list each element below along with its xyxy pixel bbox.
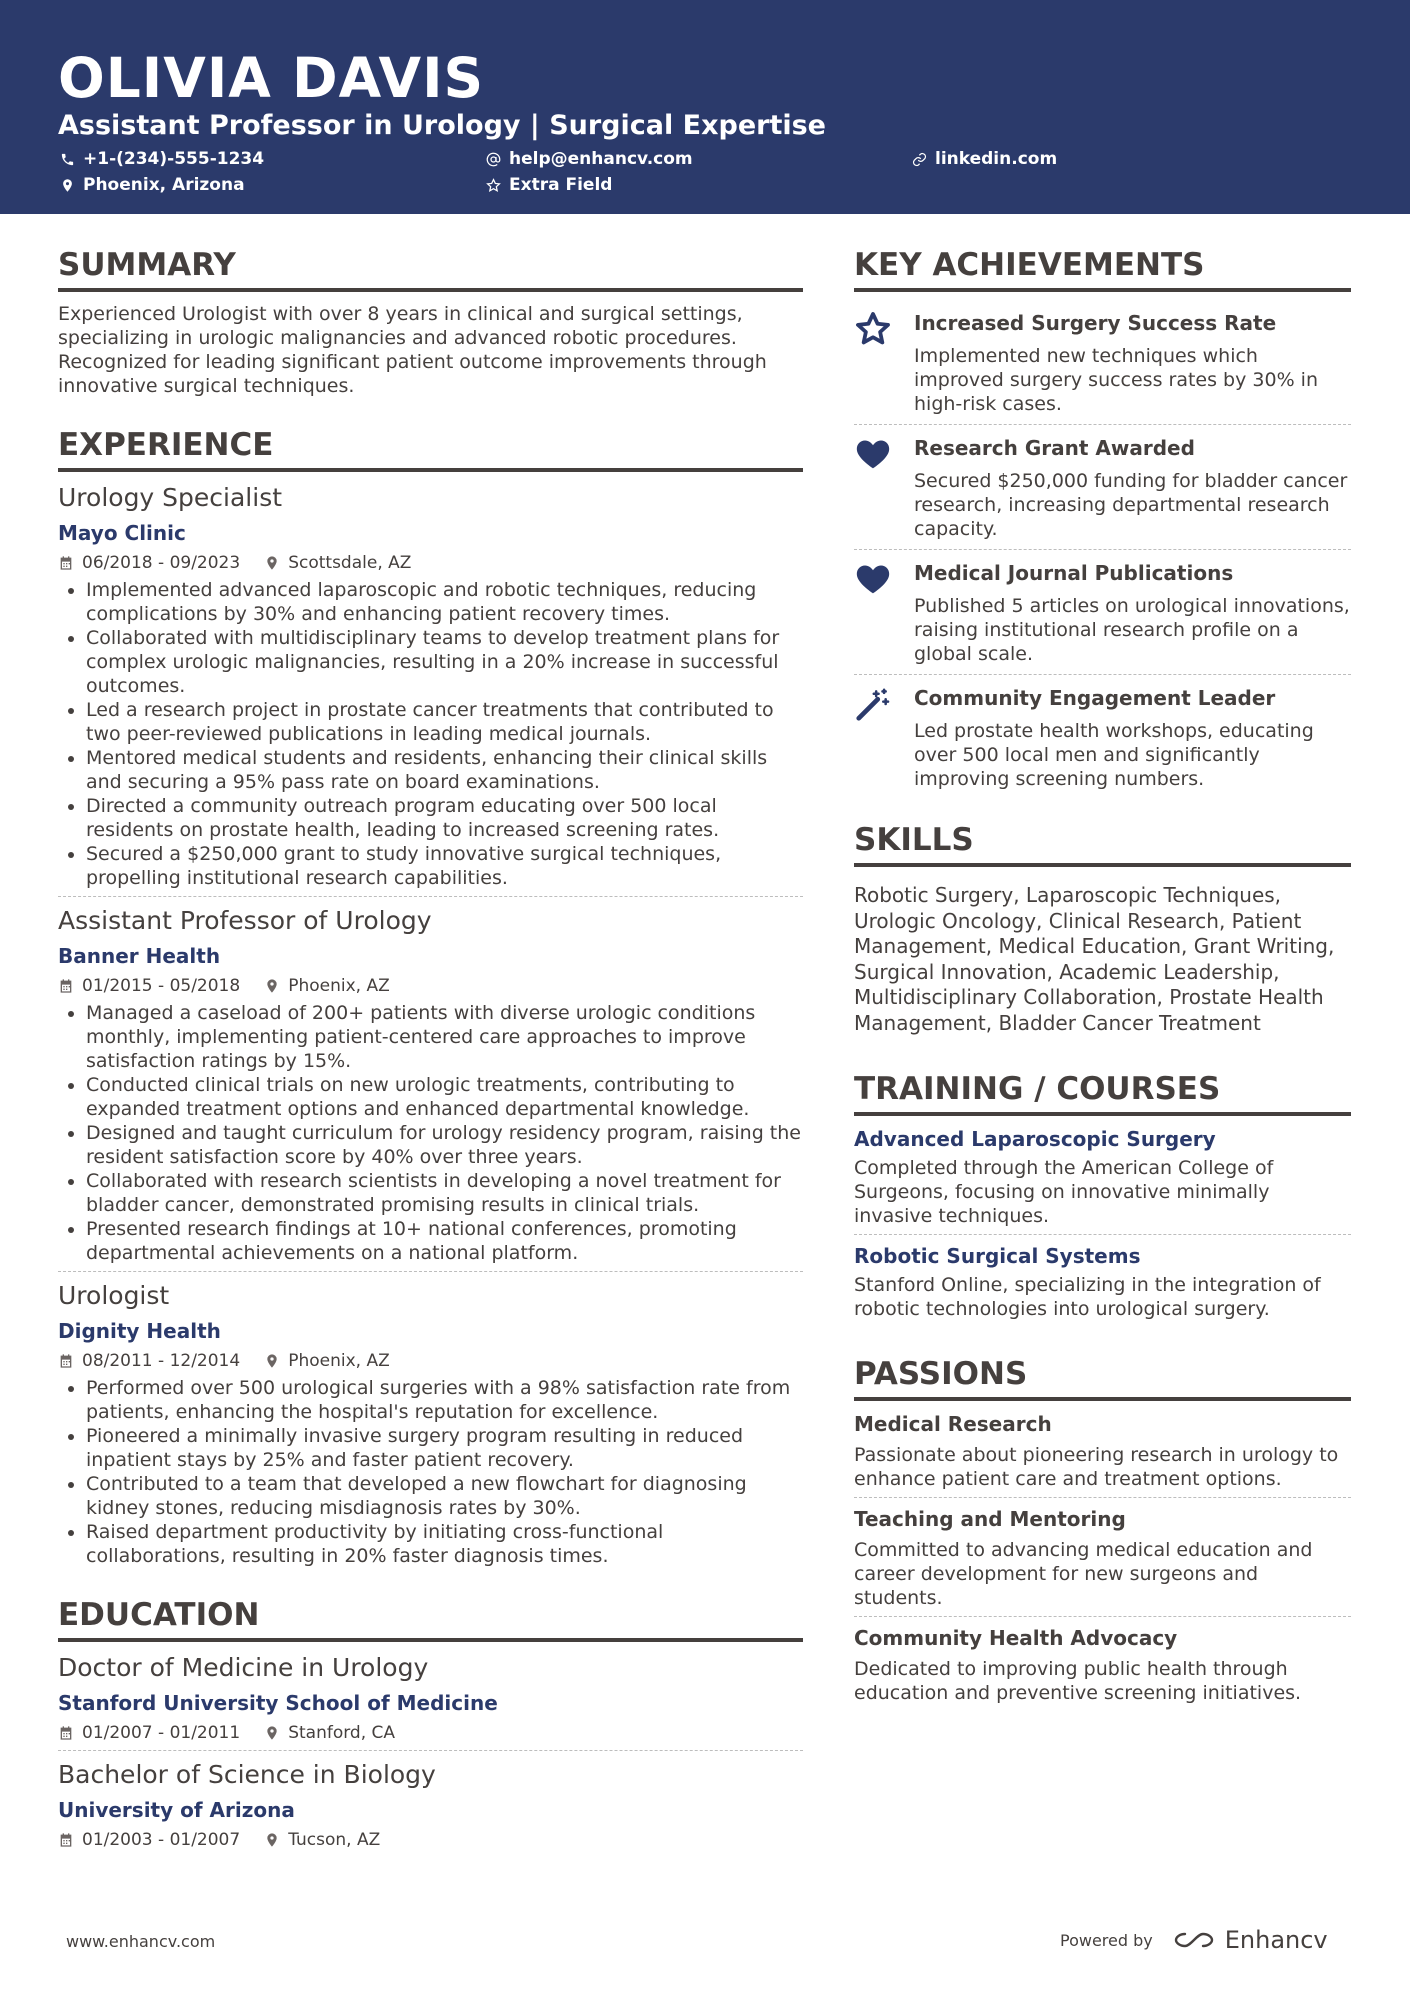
education-dates: 01/2007 - 01/2011 [82,1723,241,1743]
experience-entry [58,905,803,1265]
achievement-title: Research Grant Awarded [914,436,1195,460]
education-entry [58,1652,803,1744]
phone-text: +1-(234)-555-1234 [83,149,265,169]
experience-entry [58,1280,803,1568]
bullet-item: • Designed and taught curriculum for urology residency program, raising the resident satisfaction score by 40% over three years. [86,1121,803,1169]
passion-title: Teaching and Mentoring [854,1507,1126,1531]
bullet-item: • Led a research project in prostate cancer treatments that contributed to two peer-reviewed publications in leading medical journals. [86,698,803,746]
candidate-headline: Assistant Professor in Urology | Surgical Expertise [58,110,826,141]
education-meta [58,1829,803,1851]
education-heading: EDUCATION [58,1596,803,1642]
location-pin-icon [264,1725,280,1741]
achievement-desc: Implemented new techniques which improved surgery success rates by 30% in high-risk cases. [914,345,1318,415]
powered-by-text: Powered by [1060,1930,1153,1950]
summary-section [58,246,803,398]
at-icon [486,152,501,167]
bullet-item: • Pioneered a minimally invasive surgery program resulting in reduced inpatient stays by 25% and faster patient recovery. [86,1424,803,1472]
location-pin-icon [264,555,280,571]
location-text: Phoenix, Arizona [83,175,245,195]
job-meta [58,975,803,997]
passions-section [854,1355,1351,1705]
achievements-section [854,246,1351,797]
bullet-item: • Raised department productivity by initiating cross-functional collaborations, resulting in 20% faster diagnosis times. [86,1520,803,1568]
achievement-desc: Published 5 articles on urological innovations, raising institutional research profile on a global scale. [914,595,1350,665]
job-dates: 06/2018 - 09/2023 [82,553,241,573]
achievement-title: Medical Journal Publications [914,561,1234,585]
bullet-item: • Contributed to a team that developed a new flowchart for diagnosing kidney stones, reducing misdiagnosis rates by 30%. [86,1472,803,1520]
course-title: Robotic Surgical Systems [854,1244,1141,1268]
achievement-title: Community Engagement Leader [914,686,1276,710]
email-text: help@enhancv.com [509,149,693,169]
education-section [58,1596,803,1851]
entry-divider [854,1616,1351,1617]
bullet-item: • Mentored medical students and residents, enhancing their clinical skills and securing a 95% pass rate on board examinations. [86,746,803,794]
achievement-item [854,552,1351,672]
job-meta [58,552,803,574]
extra-field-text: Extra Field [509,175,613,195]
calendar-icon [58,555,74,571]
achievement-title: Increased Surgery Success Rate [914,311,1277,335]
passion-desc: Dedicated to improving public health through education and preventive screening initiatives. [854,1658,1302,1704]
passion-desc: Passionate about pioneering research in urology to enhance patient care and treatment options. [854,1444,1339,1490]
job-meta [58,1350,803,1372]
enhancv-logo[interactable] [1171,1926,1328,1954]
job-bullets [58,1001,803,1265]
course-desc: Completed through the American College of Surgeons, focusing on innovative minimally invasive techniques. [854,1157,1274,1227]
heart-icon [854,435,892,473]
magic-wand-icon [854,685,892,723]
course-title: Advanced Laparoscopic Surgery [854,1127,1216,1151]
summary-text: Experienced Urologist with over 8 years in clinical and surgical settings, specializing in urologic malignancies and advanced robotic procedures. Recognized for leading significant patient outcome improvements through innovative surgical techniques. [58,303,767,397]
education-dates: 01/2003 - 01/2007 [82,1830,241,1850]
entry-divider [58,896,803,897]
bullet-item: • Performed over 500 urological surgeries with a 98% satisfaction rate from patients, enhancing the hospital's reputation for excellence. [86,1376,803,1424]
bullet-item: • Managed a caseload of 200+ patients with diverse urologic conditions monthly, implementing patient-centered care approaches to improve satisfaction ratings by 15%. [86,1001,803,1073]
job-location: Phoenix, AZ [288,976,390,996]
calendar-icon [58,1353,74,1369]
passion-item [854,1506,1351,1610]
job-title: Assistant Professor of Urology [58,906,432,935]
education-entry [58,1759,803,1851]
passion-title: Community Health Advocacy [854,1626,1178,1650]
job-dates: 08/2011 - 12/2014 [82,1351,241,1371]
calendar-icon [58,1832,74,1848]
passions-heading: PASSIONS [854,1355,1351,1401]
job-bullets [58,578,803,890]
star-outline-icon [486,178,501,193]
experience-heading: EXPERIENCE [58,426,803,472]
location-pin-icon [264,1353,280,1369]
right-column [854,246,1351,1705]
bullet-item: • Collaborated with multidisciplinary teams to develop treatment plans for complex urologic malignancies, resulting in a 20% increase in successful outcomes. [86,626,803,698]
entry-divider [58,1271,803,1272]
location-pin-icon [264,1832,280,1848]
training-item [854,1243,1351,1321]
degree-title: Bachelor of Science in Biology [58,1760,436,1789]
entry-divider [854,674,1351,675]
enhancv-logo-icon [1171,1928,1217,1952]
achievement-desc: Led prostate health workshops, educating over 500 local men and significantly improving screening numbers. [914,720,1314,790]
contact-linkedin[interactable] [912,148,1057,170]
star-icon [854,310,892,348]
degree-title: Doctor of Medicine in Urology [58,1653,429,1682]
course-desc: Stanford Online, specializing in the integration of robotic technologies into urological surgery. [854,1274,1321,1320]
entry-divider [58,1750,803,1751]
left-column [58,246,803,1851]
skills-section [854,821,1351,1036]
achievements-heading: KEY ACHIEVEMENTS [854,246,1351,292]
job-title: Urologist [58,1281,170,1310]
contact-location [60,174,245,196]
passion-item [854,1625,1351,1705]
passion-desc: Committed to advancing medical education and career development for new surgeons and students. [854,1539,1313,1609]
education-location: Stanford, CA [288,1723,396,1743]
calendar-icon [58,1725,74,1741]
phone-icon [60,152,75,167]
education-location: Tucson, AZ [288,1830,381,1850]
passion-title: Medical Research [854,1412,1052,1436]
achievement-desc: Secured $250,000 funding for bladder cancer research, increasing departmental research capacity. [914,470,1348,540]
achievement-item [854,677,1351,797]
bullet-item: • Presented research findings at 10+ national conferences, promoting departmental achievements on a national platform. [86,1217,803,1265]
entry-divider [854,1234,1351,1235]
company-name: Mayo Clinic [58,521,186,545]
skills-text: Robotic Surgery, Laparoscopic Techniques, Urologic Oncology, Clinical Research, Patient Management, Medical Education, Grant Writing, Surgical Innovation, Academic Leadership, Multidisciplinary Collaboration, Prostate Health Management, Bladder Cancer Treatment [854,883,1335,1035]
entry-divider [854,424,1351,425]
school-name: Stanford University School of Medicine [58,1691,498,1715]
footer-website[interactable]: www.enhancv.com [66,1932,216,1951]
job-dates: 01/2015 - 05/2018 [82,976,241,996]
contact-email[interactable] [486,148,693,170]
summary-heading: SUMMARY [58,246,803,292]
entry-divider [854,1497,1351,1498]
contact-phone[interactable] [60,148,264,170]
company-name: Banner Health [58,944,221,968]
job-bullets [58,1376,803,1568]
company-name: Dignity Health [58,1319,221,1343]
training-item [854,1126,1351,1228]
heart-icon [854,560,892,598]
achievement-item [854,302,1351,422]
footer-branding [1060,1926,1328,1954]
bullet-item: • Secured a $250,000 grant to study innovative surgical techniques, propelling institutional research capabilities. [86,842,803,890]
skills-heading: SKILLS [854,821,1351,867]
bullet-item: • Directed a community outreach program educating over 500 local residents on prostate health, leading to increased screening rates. [86,794,803,842]
passion-item [854,1411,1351,1491]
entry-divider [854,549,1351,550]
job-location: Phoenix, AZ [288,1351,390,1371]
location-pin-icon [264,978,280,994]
experience-entry [58,482,803,890]
training-heading: TRAINING / COURSES [854,1070,1351,1116]
school-name: University of Arizona [58,1798,295,1822]
achievement-item [854,427,1351,547]
experience-section [58,426,803,1568]
location-pin-icon [60,178,75,193]
linkedin-text: linkedin.com [935,149,1058,169]
candidate-name: OLIVIA DAVIS [58,46,485,110]
brand-name: Enhancv [1224,1926,1328,1954]
education-meta [58,1722,803,1744]
bullet-item: • Implemented advanced laparoscopic and robotic techniques, reducing complications by 30% and enhancing patient recovery times. [86,578,803,626]
resume-header [0,0,1410,214]
bullet-item: • Collaborated with research scientists in developing a novel treatment for bladder cancer, demonstrated promising results in clinical trials. [86,1169,803,1217]
link-icon [912,152,927,167]
contact-extra [486,174,612,196]
training-section [854,1070,1351,1321]
bullet-item: • Conducted clinical trials on new urologic treatments, contributing to expanded treatment options and enhanced departmental knowledge. [86,1073,803,1121]
job-title: Urology Specialist [58,483,283,512]
job-location: Scottsdale, AZ [288,553,412,573]
calendar-icon [58,978,74,994]
